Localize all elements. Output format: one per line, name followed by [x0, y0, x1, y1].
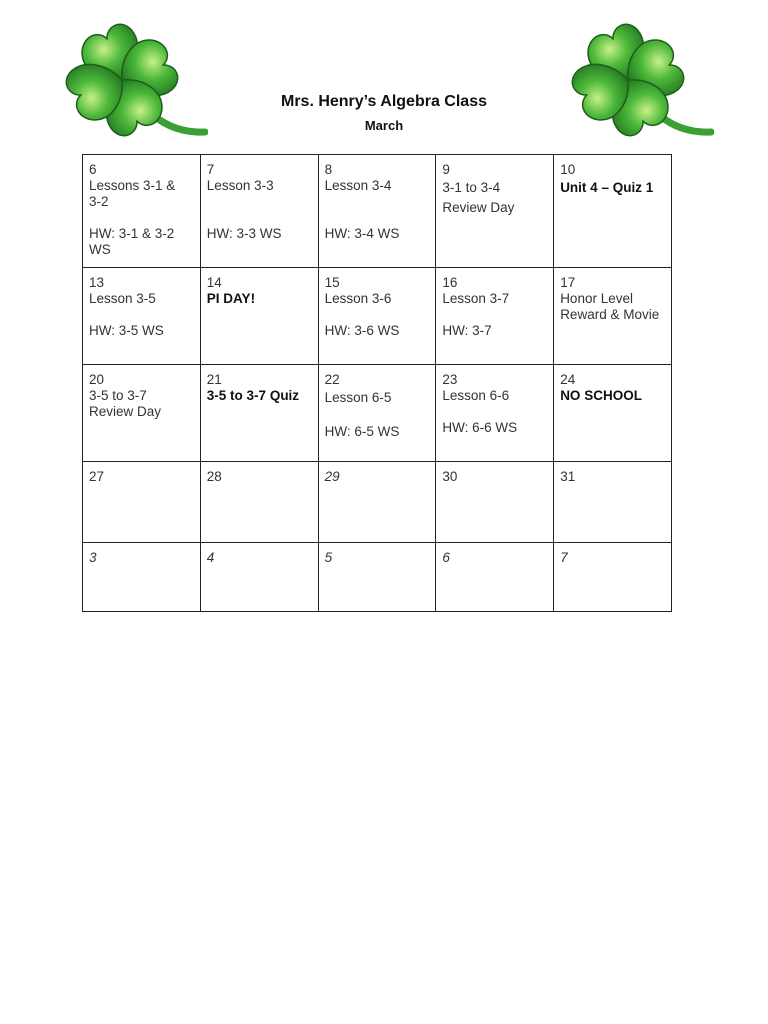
day-number: 4	[206, 550, 215, 565]
day-number: 21	[206, 372, 222, 387]
calendar-day-cell	[83, 268, 201, 365]
cell-text: Lesson 6-6	[442, 388, 510, 403]
cell-text: Review Day	[89, 404, 162, 419]
calendar-day-cell	[436, 365, 554, 462]
day-number: 7	[206, 162, 215, 177]
calendar-day-cell	[554, 462, 672, 543]
calendar-day-cell	[436, 462, 554, 543]
event-label: PI DAY!	[206, 291, 256, 306]
day-number: 10	[560, 162, 576, 177]
day-number: 24	[560, 372, 576, 387]
homework-text: HW: 3-6 WS	[324, 323, 400, 338]
calendar-day-cell	[436, 268, 554, 365]
day-number: 28	[206, 469, 222, 484]
cell-text: 3-2	[89, 194, 109, 209]
homework-text: HW: 3-3 WS	[206, 226, 282, 241]
calendar-day-cell	[318, 543, 436, 612]
calendar-day-cell	[318, 462, 436, 543]
day-number: 30	[442, 469, 458, 484]
calendar-day-cell	[200, 268, 318, 365]
day-number: 17	[560, 275, 576, 290]
day-number: 6	[89, 162, 97, 177]
calendar-week	[83, 543, 672, 612]
cell-text: 3-5 to 3-7	[89, 388, 147, 403]
calendar-day-cell	[554, 365, 672, 462]
day-number: 31	[560, 469, 576, 484]
day-number: 7	[560, 550, 568, 565]
cell-text: Lessons 3-1 &	[89, 178, 176, 193]
day-number: 5	[324, 550, 333, 565]
event-label: NO SCHOOL	[560, 388, 642, 403]
day-number: 27	[89, 469, 105, 484]
day-number: 6	[442, 550, 450, 565]
cell-text: Lesson 3-6	[324, 291, 392, 306]
cell-text: Lesson 3-4	[324, 178, 392, 193]
event-label: Unit 4 – Quiz 1	[560, 180, 654, 195]
calendar-day-cell	[318, 365, 436, 462]
calendar-week	[83, 268, 672, 365]
cell-text: Lesson 3-3	[206, 178, 274, 193]
calendar-week	[83, 155, 672, 268]
calendar-day-cell	[83, 543, 201, 612]
calendar-week	[83, 462, 672, 543]
event-label: 3-5 to 3-7 Quiz	[206, 388, 300, 403]
day-number: 8	[324, 162, 333, 177]
day-number: 29	[324, 469, 340, 484]
cell-text: 3-1 to 3-4	[442, 180, 501, 195]
cell-text: Reward & Movie	[560, 307, 660, 322]
calendar-day-cell	[318, 155, 436, 268]
homework-text: HW: 3-5 WS	[89, 323, 164, 338]
calendar-table	[82, 154, 672, 612]
day-number: 3	[89, 550, 97, 565]
day-number: 13	[89, 275, 105, 290]
homework-text: HW: 6-6 WS	[442, 420, 518, 435]
cell-text: Honor Level	[560, 291, 633, 306]
calendar-day-cell	[83, 462, 201, 543]
calendar-day-cell	[554, 543, 672, 612]
calendar-day-cell	[436, 543, 554, 612]
day-number: 9	[442, 162, 450, 177]
calendar-day-cell	[554, 155, 672, 268]
homework-text: HW: 3-4 WS	[324, 226, 400, 241]
calendar-day-cell	[554, 268, 672, 365]
calendar-day-cell	[318, 268, 436, 365]
page-title: Mrs. Henry’s Algebra Class	[280, 93, 487, 110]
day-number: 14	[206, 275, 222, 290]
calendar-day-cell	[200, 365, 318, 462]
calendar-day-cell	[83, 365, 201, 462]
month-subtitle: March	[364, 118, 404, 133]
calendar-day-cell	[200, 543, 318, 612]
day-number: 22	[324, 372, 340, 387]
day-number: 16	[442, 275, 458, 290]
cell-text: Review Day	[442, 200, 515, 215]
day-number: 20	[89, 372, 105, 387]
calendar-week	[83, 365, 672, 462]
calendar-day-cell	[83, 155, 201, 268]
day-number: 23	[442, 372, 458, 387]
calendar-day-cell	[436, 155, 554, 268]
homework-text: HW: 3-1 & 3-2	[89, 226, 175, 241]
cell-text: Lesson 6-5	[324, 390, 392, 405]
day-number: 15	[324, 275, 340, 290]
cell-text: Lesson 3-5	[89, 291, 156, 306]
calendar-day-cell	[200, 462, 318, 543]
cell-text: Lesson 3-7	[442, 291, 510, 306]
homework-text: WS	[89, 242, 111, 257]
homework-text: HW: 6-5 WS	[324, 424, 400, 439]
calendar-day-cell	[200, 155, 318, 268]
homework-text: HW: 3-7	[442, 323, 492, 338]
